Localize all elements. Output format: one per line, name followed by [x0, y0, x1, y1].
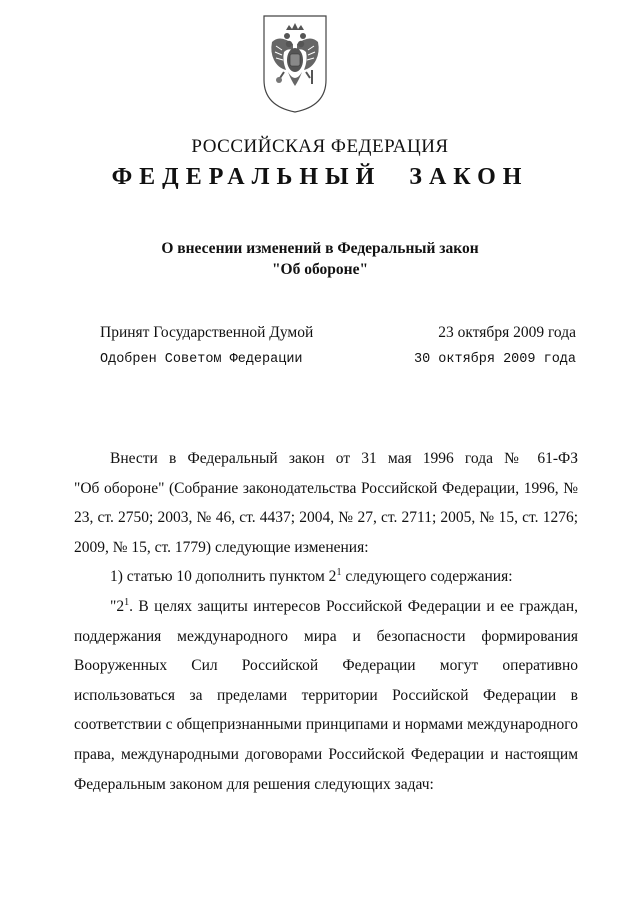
law-title — [0, 238, 640, 280]
law-title-line-2: "Об обороне" — [271, 261, 369, 278]
paragraph-2-text-post: следующего содержания: — [341, 568, 513, 586]
council-label: Одобрен Советом Федерации — [100, 352, 303, 367]
duma-label: Принят Государственной Думой — [100, 324, 314, 341]
law-type-heading — [0, 164, 640, 191]
paragraph-1-first-line: Внести в Федеральный закон от 31 мая 1996 года № 61-ФЗ — [110, 450, 578, 467]
law-body — [74, 444, 578, 799]
paragraph-1-rest: "Об обороне" (Собрание законодательства Российской Федерации, 1996, № 23, ст. 2750; 2003, № 46, ст. 4437; 2004, № 27, ст. 2711; 2005, № 15, ст. 1276; 2009, № 15, ст. 1779) следующие изменения: — [74, 479, 578, 556]
law-type-word-1: ФЕДЕРАЛЬНЫЙ — [111, 164, 382, 190]
law-type-word-2: ЗАКОН — [409, 164, 529, 190]
council-date: 30 октября 2009 года — [413, 352, 576, 367]
law-title-line-1: О внесении изменений в Федеральный закон — [161, 240, 479, 257]
coat-of-arms-icon — [262, 14, 328, 114]
paragraph-3 — [74, 592, 578, 799]
paragraph-2-superscript: 1 — [336, 567, 342, 579]
duma-date: 23 октября 2009 года — [438, 324, 576, 341]
country-name: РОССИЙСКАЯ ФЕДЕРАЦИЯ — [191, 136, 449, 157]
paragraph-3-text-pre: "2 — [110, 597, 125, 615]
paragraph-3-superscript: 1 — [124, 596, 130, 608]
paragraph-3-text-post: . В целях защиты интересов Российской Федерации и ее граждан, поддержания международного мира и безопасности формирования Вооруженных Сил Российской Федерации могут оперативно использоваться за пределами территории Российской Федерации в соответствии с общепризнанными принципами и нормами международного права, международными договорами Российской Федерации и настоящим Федеральным законом для решения следующих задач: — [74, 597, 578, 793]
paragraph-2 — [74, 562, 578, 592]
paragraph-2-text-pre: 1) статью 10 дополнить пунктом 2 — [110, 568, 337, 586]
